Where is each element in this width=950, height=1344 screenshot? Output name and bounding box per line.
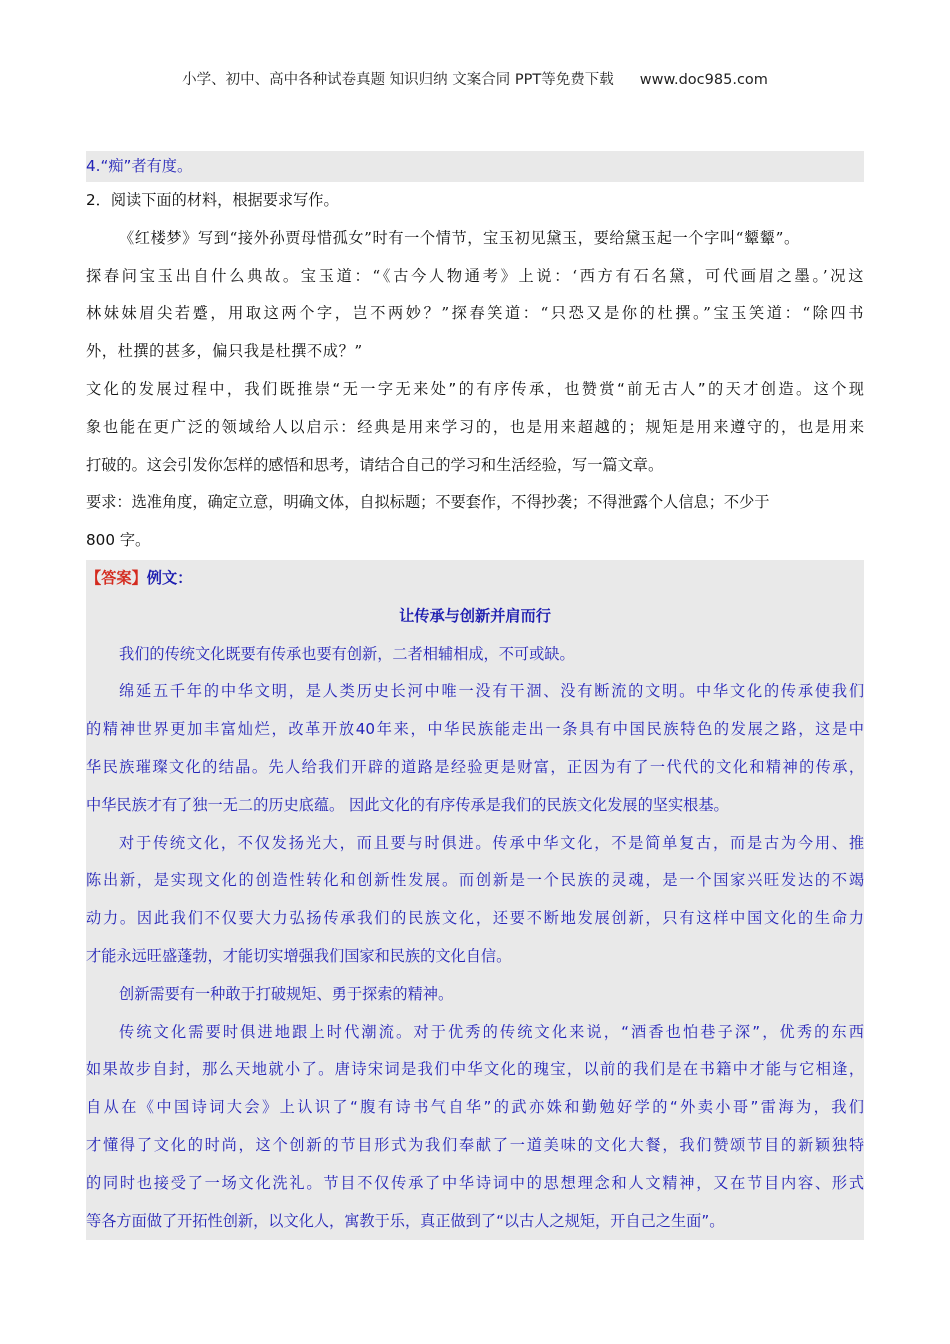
essay-line: 对于传统文化，不仅发扬光大，而且要与时俱进。传承中华文化，不是简单复古，而是古为今用、推 xyxy=(119,833,864,852)
document-body xyxy=(86,151,864,1240)
header-site: www.doc985.com xyxy=(639,72,768,88)
material-line: 外，杜撰的甚多，偏只我是杜撰不成？” xyxy=(86,342,363,361)
material-line: 《红楼梦》写到“接外孙贾母惜孤女”时有一个情节，宝玉初见黛玉，要给黛玉起一个字叫“颦颦”。 xyxy=(119,228,800,247)
answer-label: 【答案】 xyxy=(86,568,147,587)
prompt-line: 象也能在更广泛的领域给人以启示：经典是用来学习的，也是用来超越的；规矩是用来遵守的，也是用来 xyxy=(86,417,864,436)
requirement-line: 800 字。 xyxy=(86,531,151,550)
essay-line: 自从在《中国诗词大会》上认识了“腹有诗书气自华”的武亦姝和勤勉好学的“外卖小哥”雷海为，我们 xyxy=(86,1098,864,1117)
essay-line: 的同时也接受了一场文化洗礼。节目不仅传承了中华诗词中的思想理念和人文精神，又在节目内容、形式 xyxy=(86,1173,864,1192)
essay-line: 等各方面做了开拓性创新，以文化人，寓教于乐，真正做到了“以古人之规矩，开自己之生面”。 xyxy=(86,1211,725,1230)
essay-line: 绵延五千年的中华文明，是人类历史长河中唯一没有干涸、没有断流的文明。中华文化的传承使我们 xyxy=(119,682,864,701)
essay-line: 的精神世界更加丰富灿烂，改革开放40年来，中华民族能走出一条具有中国民族特色的发展之路，这是中 xyxy=(86,720,864,739)
essay-line: 才能永远旺盛蓬勃，才能切实增强我们国家和民族的文化自信。 xyxy=(86,946,512,965)
essay-line: 如果故步自封，那么天地就小了。唐诗宋词是我们中华文化的瑰宝，以前的我们是在书籍中才能与它相逢， xyxy=(86,1060,864,1079)
header-text: 小学、初中、高中各种试卷真题 知识归纳 文案合同 PPT等免费下载 xyxy=(182,72,614,88)
essay-line: 陈出新，是实现文化的创造性转化和创新性发展。而创新是一个民族的灵魂，是一个国家兴旺发达的不竭 xyxy=(86,871,864,890)
essay-line: 才懂得了文化的时尚，这个创新的节目形式为我们奉献了一道美味的文化大餐，我们赞颂节目的新颖独特 xyxy=(86,1135,864,1154)
material-line: 探春问宝玉出自什么典故。宝玉道：“《古今人物通考》上说：‘西方有石名黛，可代画眉之墨。’况这 xyxy=(86,266,864,285)
point-4: 4.“痴”者有度。 xyxy=(86,151,864,182)
essay-body xyxy=(86,636,864,1241)
essay-line: 中华民族才有了独一无二的历史底蕴。 因此文化的有序传承是我们的民族文化发展的坚实根基。 xyxy=(86,795,729,814)
essay-line: 我们的传统文化既要有传承也要有创新，二者相辅相成，不可或缺。 xyxy=(119,644,575,663)
essay-title: 让传承与创新并肩而行 xyxy=(399,606,551,625)
answer-sub: 例文： xyxy=(146,568,193,587)
requirement-block xyxy=(86,484,864,560)
prompt-line: 文化的发展过程中，我们既推崇“无一字无来处”的有序传承，也赞赏“前无古人”的天才创造。这个现 xyxy=(86,379,864,398)
answer-heading xyxy=(86,560,864,598)
essay-line: 动力。因此我们不仅要大力弘扬传承我们的民族文化，还要不断地发展创新，只有这样中国文化的生命力 xyxy=(86,909,864,928)
material-line: 林妹妹眉尖若蹙，用取这两个字，岂不两妙？”探春笑道：“只恐又是你的杜撰。”宝玉笑道：“除四书 xyxy=(86,304,864,323)
prompt-block xyxy=(86,371,864,484)
essay-line: 华民族璀璨文化的结晶。先人给我们开辟的道路是经验更是财富，正因为有了一代代的文化和精神的传承， xyxy=(86,757,864,776)
answer-block xyxy=(86,560,864,1240)
material-block xyxy=(86,220,864,371)
requirement-line: 要求：选准角度，确定立意，明确文体，自拟标题；不要套作，不得抄袭；不得泄露个人信息；不少于 xyxy=(86,493,770,512)
essay-line: 创新需要有一种敢于打破规矩、勇于探索的精神。 xyxy=(119,984,454,1003)
page-header xyxy=(0,68,950,89)
prompt-line: 打破的。这会引发你怎样的感悟和思考，请结合自己的学习和生活经验，写一篇文章。 xyxy=(86,455,664,474)
question-2-title: 2．阅读下面的材料，根据要求写作。 xyxy=(86,191,339,209)
essay-line: 传统文化需要时俱进地跟上时代潮流。对于优秀的传统文化来说，“酒香也怕巷子深”，优秀的东西 xyxy=(119,1022,864,1041)
